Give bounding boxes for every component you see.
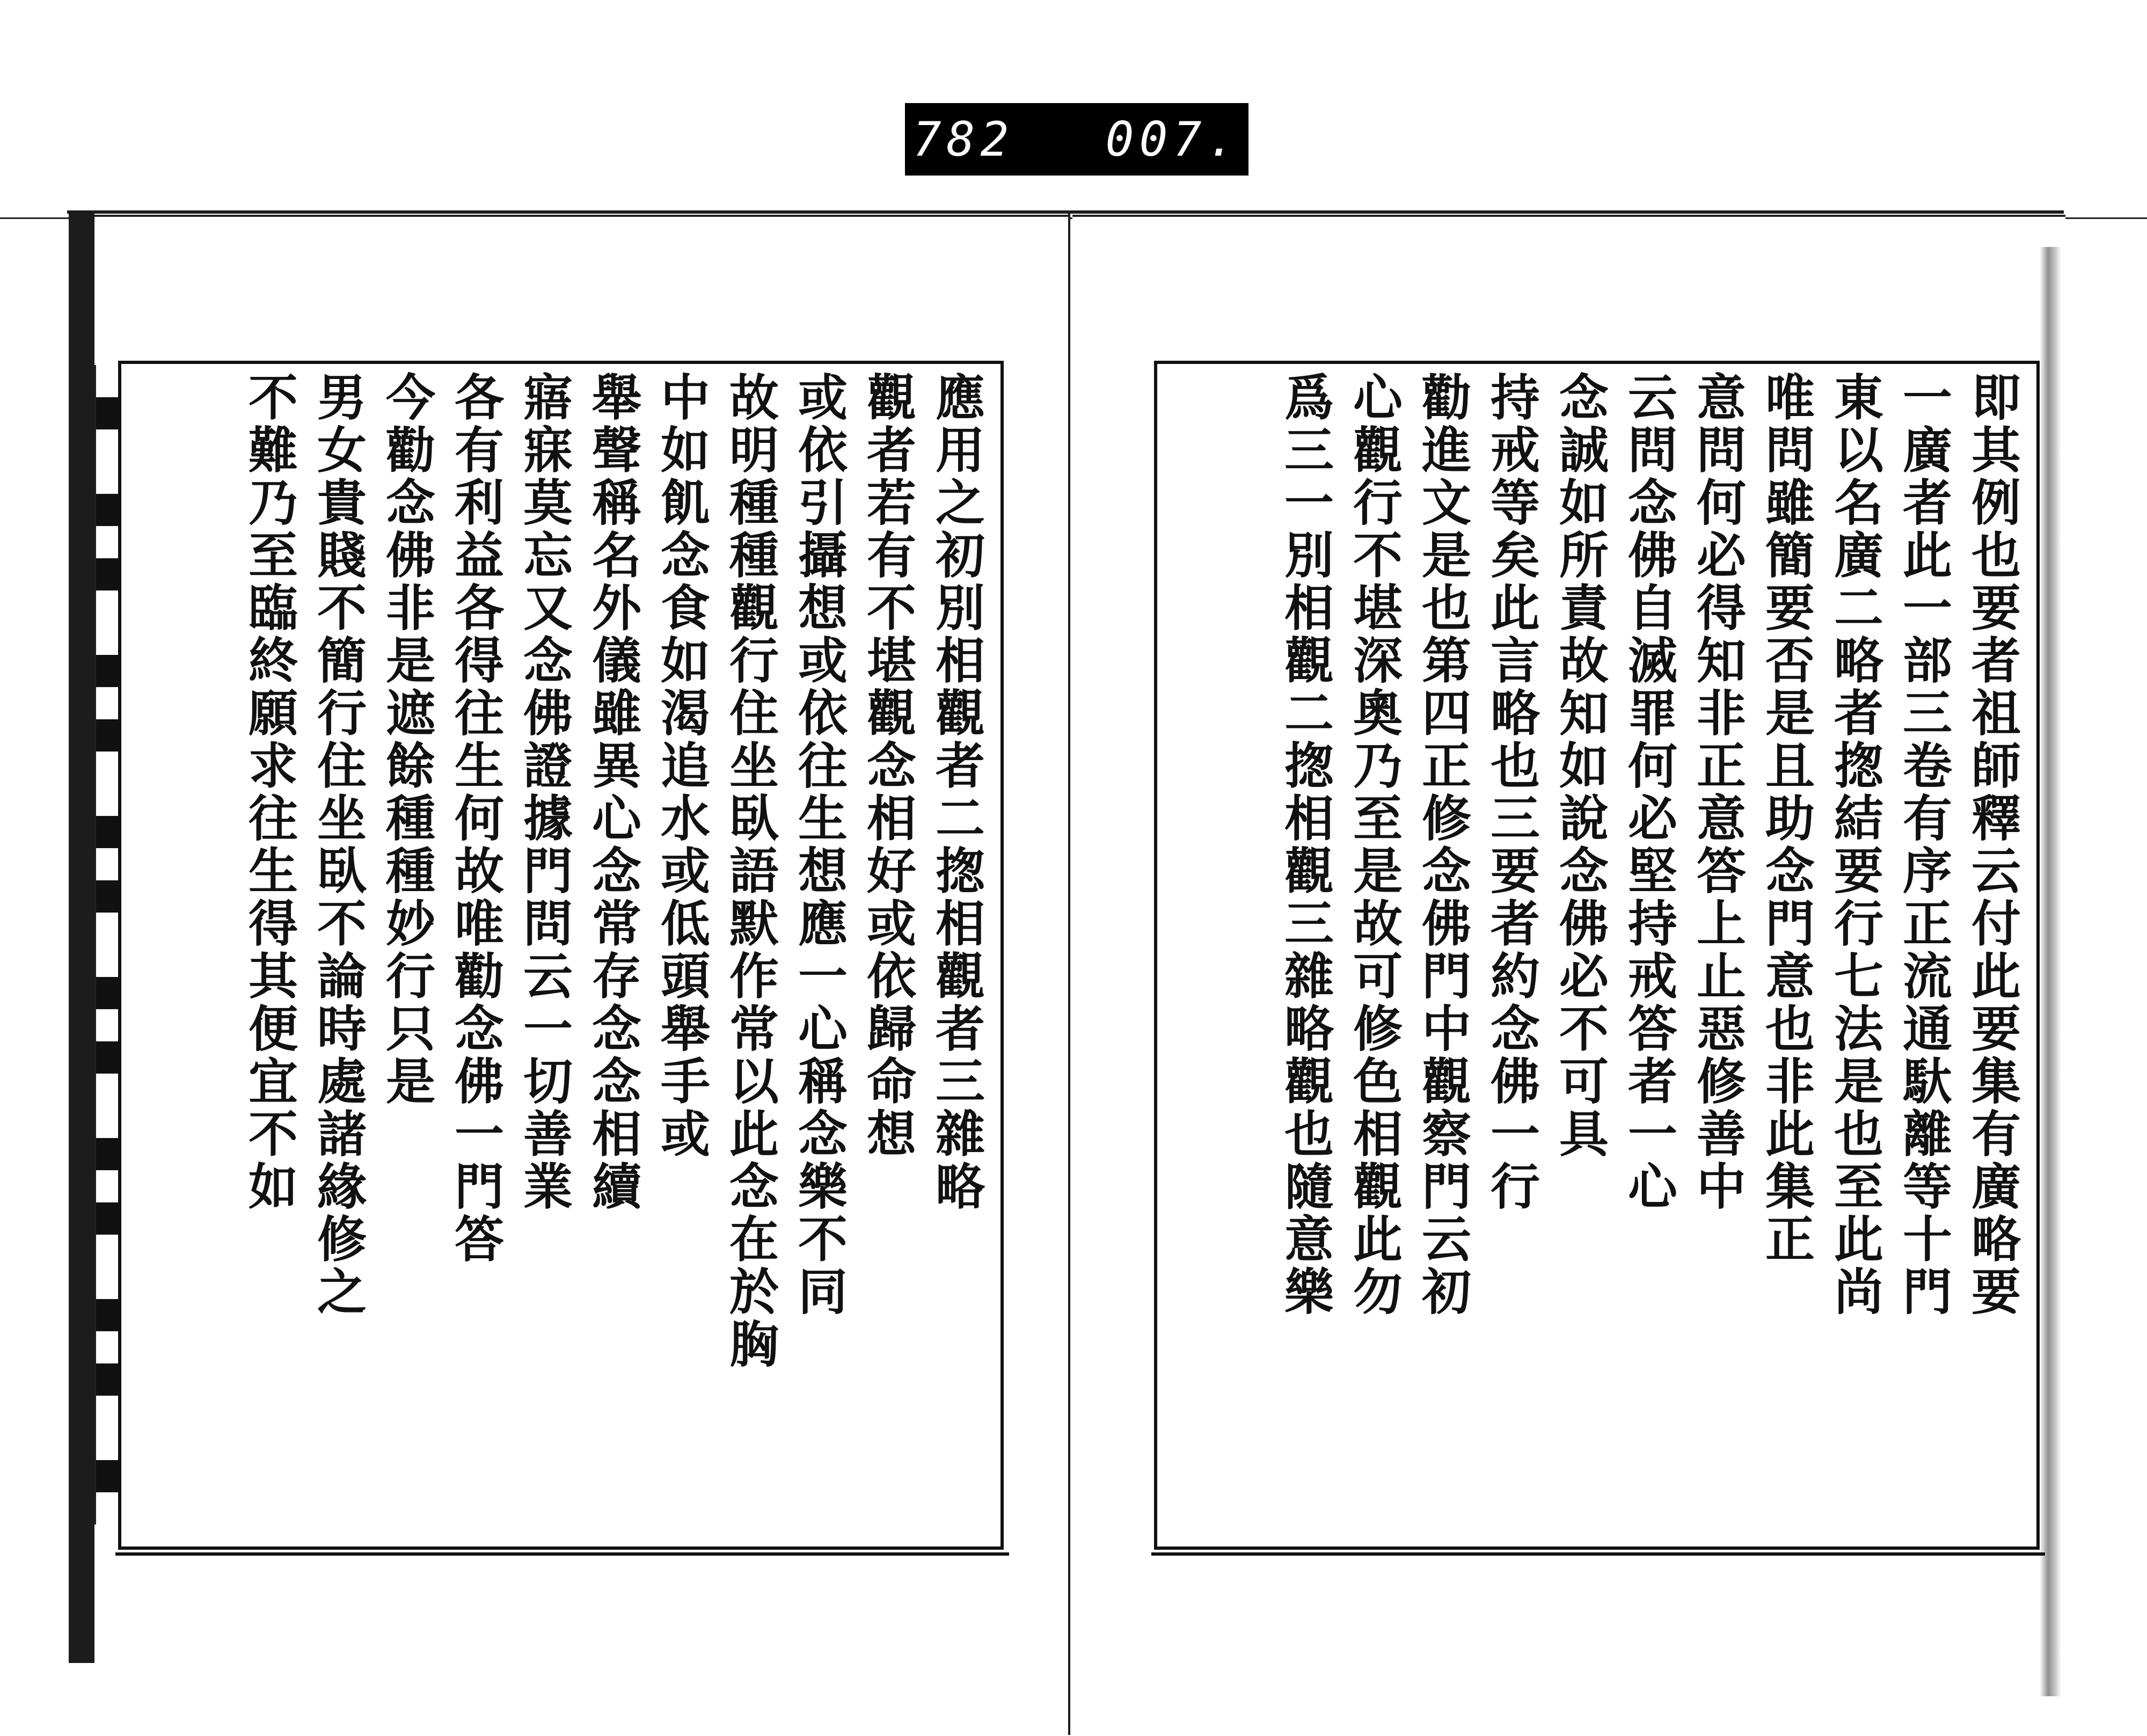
right-column-4: 唯問雖簡要否是且助念門意也非此集正 <box>1757 371 1815 1266</box>
catalog-number-left: 782 <box>912 112 1014 167</box>
left-column-5: 中如飢念食如渴追水或低頭舉手或 <box>653 371 711 1161</box>
right-page-edge-shadow <box>2040 247 2061 1696</box>
left-column-3: 或依引攝想或依往生想應一心稱念樂不同 <box>790 371 848 1318</box>
right-column-7: 念誠如所責故知如說念佛必不可具 <box>1551 371 1609 1161</box>
left-column-4: 故明種種觀行住坐臥語默作常以此念在於胸 <box>721 371 779 1371</box>
right-column-2: 一廣者此一部三卷有序正流通馱離等十門 <box>1895 371 1953 1318</box>
right-column-3: 東以名廣二略者揔結要行七法是也至此尚 <box>1826 371 1884 1318</box>
left-column-9: 今勸念佛非是遮餘種種妙行只是 <box>378 371 436 1108</box>
left-page-spine <box>69 214 94 1663</box>
catalog-number-right: 007. <box>1105 112 1241 167</box>
right-column-9: 勸進文是也第四正修念佛門中觀察門云初 <box>1414 371 1472 1318</box>
right-frame-bottom-rule <box>1151 1552 2045 1556</box>
book-gutter <box>1068 210 1070 1735</box>
book-spread-top-edge <box>67 210 2064 214</box>
left-frame-bottom-rule <box>115 1552 1009 1556</box>
left-column-11: 不難乃至臨終願求往生得其便宜不如 <box>240 371 298 1213</box>
right-column-8: 持戒等矣此言略也三要者約念佛一行 <box>1483 371 1540 1213</box>
left-column-1: 應用之初別相觀者二揔相觀者三雜略 <box>928 371 985 1213</box>
right-column-10: 心觀行不堪深奧乃至是故可修色相觀此勿 <box>1345 371 1403 1318</box>
left-column-7: 寤寐莫忘又念佛證據門問云一切善業 <box>515 371 573 1213</box>
right-column-6: 云問念佛自滅罪何必堅持戒答者一心 <box>1620 371 1678 1213</box>
catalog-label <box>905 103 1248 176</box>
left-column-6: 舉聲稱名外儀雖異心念常存念念相續 <box>584 371 642 1213</box>
right-column-5: 意問何必得知非正意答上止惡修善中 <box>1689 371 1747 1213</box>
left-column-8: 各有利益各得往生何故唯勸念佛一門答 <box>447 371 505 1266</box>
left-page-text-frame <box>118 361 1004 1550</box>
right-page-text-frame <box>1154 361 2040 1550</box>
left-column-10: 男女貴賤不簡行住坐臥不論時處諸緣修之 <box>309 371 367 1318</box>
left-column-2: 觀者若有不堪觀念相好或依歸命想 <box>859 371 917 1161</box>
right-column-11: 爲三一別相觀二揔相觀三雜略觀也隨意樂 <box>1276 371 1334 1318</box>
right-column-1: 即其例也要者祖師釋云付此要集有廣略要 <box>1963 371 2021 1318</box>
